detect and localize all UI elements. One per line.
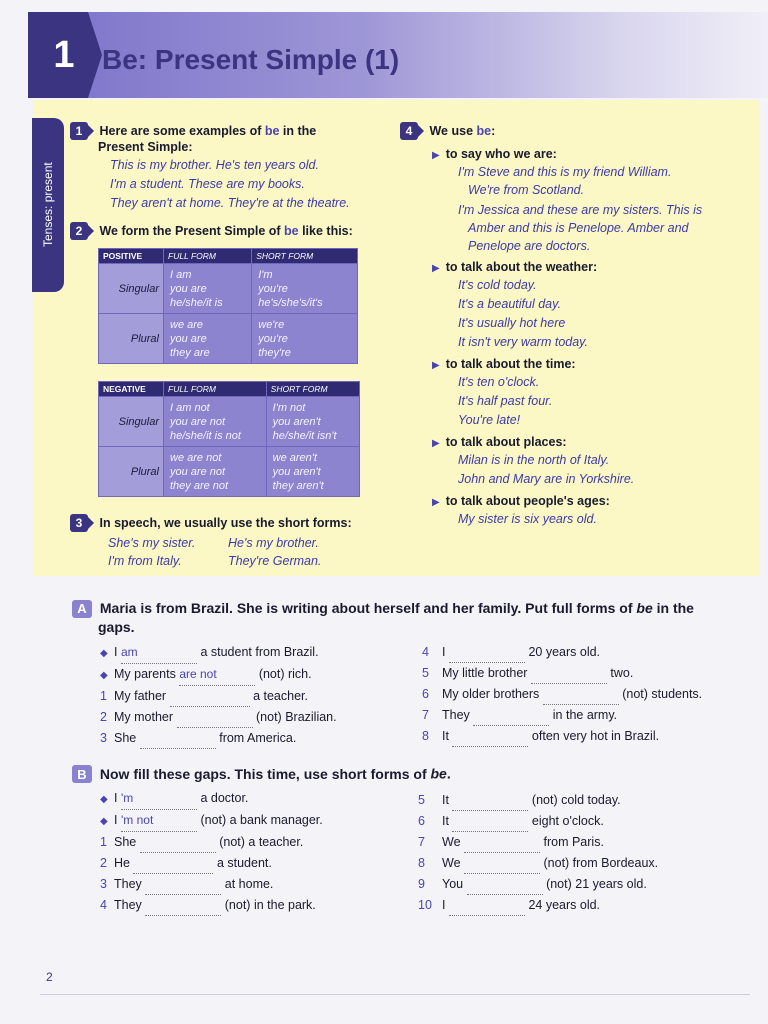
answer-gap[interactable] [145, 915, 221, 916]
section-2-be: be [284, 224, 299, 238]
table-cell [266, 397, 359, 447]
example-line: I'm Steve and this is my friend William. [458, 165, 672, 179]
table-header: SHORT FORM [266, 382, 359, 397]
exercise-b-text: Now fill these gaps. This time, use short forms of [99, 765, 431, 782]
use-label [432, 260, 730, 274]
item-text: I [114, 791, 118, 805]
item-number: 4 [100, 898, 107, 912]
use-label-text: to talk about the weather: [445, 260, 598, 274]
answer-gap[interactable] [452, 746, 528, 747]
play-arrow-icon: ▶ [432, 263, 440, 274]
example-line: It's half past four. [458, 394, 553, 408]
section-1-badge: 1 [70, 122, 88, 140]
example-line: It isn't very warm today. [458, 335, 588, 349]
example-line: They aren't at home. They're at the theatre. [110, 196, 350, 210]
section-1-intro-text: Here are some examples of [99, 124, 265, 138]
example-line: It's cold today. [458, 278, 537, 292]
item-number: 5 [418, 793, 425, 807]
answer-gap[interactable] [121, 642, 197, 664]
answer-gap[interactable] [449, 915, 525, 916]
exercise-item [100, 832, 323, 853]
exercise-b-right-column [418, 790, 658, 916]
example-line: It's ten o'clock. [458, 375, 540, 389]
section-side-tab-label: Tenses: present [41, 162, 55, 248]
item-text: They [114, 877, 142, 891]
example-line: I'm a student. These are my books. [110, 177, 305, 191]
exercise-item [100, 810, 323, 832]
item-number: 5 [422, 666, 429, 680]
item-text: They [114, 898, 142, 912]
item-number: 7 [422, 708, 429, 722]
use-label-text: to talk about people's ages: [445, 494, 610, 508]
form-line: you're [258, 332, 288, 345]
section-4 [400, 122, 730, 529]
example-line: Penelope are doctors. [468, 239, 591, 253]
item-text: (not) rich. [258, 667, 312, 681]
exercise-item [100, 788, 323, 810]
form-line: you are [170, 282, 207, 295]
exercise-a-label: A [72, 600, 92, 618]
item-text: a teacher. [253, 689, 308, 703]
item-text: It [442, 793, 449, 807]
example-diamond-icon: ◆ [100, 794, 108, 805]
example-diamond-icon: ◆ [100, 670, 108, 681]
item-number: 2 [100, 710, 107, 724]
section-1-be: be [264, 124, 280, 138]
item-text: (not) cold today. [531, 793, 621, 807]
exercise-item [100, 728, 337, 749]
item-text: He [114, 856, 130, 870]
example-line: Amber and this is Penelope. Amber and [468, 221, 689, 235]
exercise-b-instruction [72, 765, 451, 783]
form-line: you are [170, 332, 207, 345]
item-text: (not) 21 years old. [546, 877, 647, 891]
exercise-b-text-2: . [446, 765, 451, 782]
table-cell [252, 314, 358, 364]
item-number: 8 [418, 856, 425, 870]
exercise-a-text-3: gaps. [98, 619, 135, 635]
section-3-badge: 3 [70, 514, 88, 532]
table-header: FULL FORM [164, 382, 267, 397]
item-text: (not) in the park. [224, 898, 316, 912]
item-number: 1 [100, 835, 107, 849]
table-header: FULL FORM [164, 249, 252, 264]
table-header: SHORT FORM [252, 249, 358, 264]
exercise-item [422, 684, 702, 705]
row-label: Singular [99, 397, 164, 447]
item-text: at home. [224, 877, 274, 891]
item-text: She [114, 731, 137, 745]
use-label-text: to talk about the time: [445, 357, 576, 371]
section-4-badge: 4 [400, 122, 418, 140]
section-4-intro-text-2: : [491, 124, 496, 138]
item-text: two. [610, 666, 634, 680]
example-line: Milan is in the north of Italy. [458, 453, 610, 467]
item-text: She [114, 835, 137, 849]
example-line: I'm from Italy. [108, 554, 182, 568]
example-diamond-icon: ◆ [100, 816, 108, 827]
item-text: 24 years old. [528, 898, 601, 912]
form-line: they aren't [272, 479, 324, 492]
form-line: they're [258, 346, 291, 359]
item-text: (not) Brazilian. [256, 710, 337, 724]
section-2-intro-text: We form the Present Simple of [99, 224, 285, 238]
exercise-item [418, 895, 658, 916]
item-text: You [442, 877, 464, 891]
answer-gap[interactable] [121, 788, 197, 810]
form-line: you are not [170, 465, 226, 478]
item-number: 7 [418, 835, 425, 849]
play-arrow-icon: ▶ [432, 360, 440, 371]
form-line: I am [170, 268, 192, 281]
unit-number: 1 [53, 33, 75, 76]
item-text: (not) a teacher. [219, 835, 304, 849]
item-text: a student. [216, 856, 272, 870]
row-label: Plural [99, 314, 164, 364]
exercise-item [418, 853, 658, 874]
use-label [432, 494, 730, 508]
form-line: we're [258, 318, 285, 331]
example-line: She's my sister. [108, 536, 196, 550]
use-label-text: to say who we are: [445, 147, 557, 161]
item-number: 6 [422, 687, 429, 701]
item-text: My parents [114, 667, 176, 681]
answer-text: 'm not [120, 813, 154, 827]
item-number: 3 [100, 877, 107, 891]
item-text: We [442, 856, 461, 870]
item-number: 3 [100, 731, 107, 745]
use-label-text: to talk about places: [445, 435, 567, 449]
item-text: from Paris. [543, 835, 604, 849]
item-text: My little brother [442, 666, 528, 680]
answer-gap[interactable] [121, 810, 197, 832]
section-1-intro-text-2: in the [279, 124, 317, 138]
form-line: I am not [170, 401, 210, 414]
item-text: often very hot in Brazil. [531, 729, 660, 743]
item-number: 2 [100, 856, 107, 870]
item-text: My mother [114, 710, 174, 724]
exercise-a-text: Maria is from Brazil. She is writing about herself and her family. Put full forms of [99, 600, 637, 616]
exercise-a-be: be [636, 600, 653, 616]
play-arrow-icon: ▶ [432, 438, 440, 449]
table-cell [252, 264, 358, 314]
positive-table [98, 248, 358, 364]
table-cell [164, 264, 252, 314]
item-text: I [442, 645, 446, 659]
exercise-b-left-column [100, 788, 323, 916]
play-arrow-icon: ▶ [432, 497, 440, 508]
section-1-intro-line2: Present Simple: [98, 140, 193, 154]
form-line: we are not [170, 451, 222, 464]
answer-text: am [120, 645, 138, 659]
answer-gap[interactable] [179, 664, 255, 686]
item-text: (not) a bank manager. [200, 813, 323, 827]
table-cell [164, 314, 252, 364]
item-number: 9 [418, 877, 425, 891]
section-2-intro [70, 222, 353, 240]
table-header: POSITIVE [99, 249, 164, 264]
item-text: in the army. [552, 708, 618, 722]
answer-text: are not [179, 667, 217, 681]
exercise-b-label: B [72, 765, 92, 783]
form-line: you are not [170, 415, 226, 428]
exercise-item [100, 686, 337, 707]
example-line: John and Mary are in Yorkshire. [458, 472, 635, 486]
form-line: you're [258, 282, 288, 295]
form-line: we aren't [272, 451, 317, 464]
form-line: they are not [170, 479, 229, 492]
exercise-item [422, 705, 702, 726]
item-text: (not) from Bordeaux. [543, 856, 659, 870]
item-text: They [442, 708, 470, 722]
item-text: It [442, 814, 449, 828]
play-arrow-icon: ▶ [432, 150, 440, 161]
form-line: you aren't [272, 415, 321, 428]
section-1-intro [70, 122, 390, 140]
example-line: It's a beautiful day. [458, 297, 561, 311]
exercise-item [100, 642, 337, 664]
section-2-intro-text-2: like this: [298, 224, 353, 238]
section-3 [70, 514, 352, 576]
example-line: My sister is six years old. [458, 512, 597, 526]
form-line: he's/she's/it's [258, 296, 323, 309]
example-diamond-icon: ◆ [100, 648, 108, 659]
table-header: NEGATIVE [99, 382, 164, 397]
exercise-item [100, 874, 323, 895]
item-text: a doctor. [200, 791, 249, 805]
item-text: My older brothers [442, 687, 540, 701]
item-number: 8 [422, 729, 429, 743]
section-3-intro-text: In speech, we usually use the short forms: [99, 516, 352, 530]
example-line: I'm Jessica and these are my sisters. This is [458, 203, 703, 217]
exercise-b-be: be [430, 765, 447, 782]
exercise-a-instruction [72, 599, 712, 636]
section-4-intro-text: We use [429, 124, 477, 138]
item-text: My father [114, 689, 167, 703]
item-text: I [114, 813, 118, 827]
exercise-item [100, 895, 323, 916]
form-line: he/she/it is [170, 296, 223, 309]
item-text: I [114, 645, 118, 659]
table-cell [164, 397, 267, 447]
table-cell [266, 447, 359, 497]
item-text: from America. [219, 731, 297, 745]
form-line: we are [170, 318, 204, 331]
item-number: 4 [422, 645, 429, 659]
item-text: We [442, 835, 461, 849]
item-text: 20 years old. [528, 645, 601, 659]
use-label [432, 147, 730, 161]
item-text: (not) students. [622, 687, 703, 701]
answer-text: 'm [120, 791, 134, 805]
exercise-a-left-column [100, 642, 337, 749]
exercise-item [418, 832, 658, 853]
form-line: I'm not [272, 401, 306, 414]
example-line: This is my brother. He's ten years old. [110, 158, 319, 172]
item-text: eight o'clock. [531, 814, 604, 828]
form-line: you aren't [272, 465, 321, 478]
item-text: It [442, 729, 449, 743]
use-label [432, 357, 730, 371]
row-label: Plural [99, 447, 164, 497]
item-number: 6 [418, 814, 425, 828]
exercise-a-right-column [422, 642, 702, 747]
example-line: You're late! [458, 413, 521, 427]
exercise-item [418, 811, 658, 832]
section-2-badge: 2 [70, 222, 88, 240]
section-3-intro [70, 514, 352, 532]
unit-title: Be: Present Simple (1) [102, 44, 400, 75]
item-number: 1 [100, 689, 107, 703]
item-text: I [442, 898, 446, 912]
exercise-item [422, 663, 702, 684]
exercise-item [100, 853, 323, 874]
item-text: a student from Brazil. [200, 645, 319, 659]
example-line: We're from Scotland. [468, 183, 585, 197]
answer-gap[interactable] [140, 748, 216, 749]
section-1 [70, 122, 390, 213]
form-line: they are [170, 346, 210, 359]
use-label [432, 435, 730, 449]
exercise-item [100, 664, 337, 686]
exercise-item [422, 642, 702, 663]
form-line: he/she/it isn't [272, 429, 337, 442]
example-line: He's my brother. [228, 536, 319, 550]
item-number: 10 [418, 898, 432, 912]
exercise-item [422, 726, 702, 747]
footer-divider [40, 994, 750, 995]
exercise-item [418, 874, 658, 895]
page-number: 2 [46, 970, 53, 984]
form-line: he/she/it is not [170, 429, 241, 442]
example-line: They're German. [228, 554, 322, 568]
negative-table [98, 381, 360, 497]
section-4-intro [400, 122, 730, 140]
section-4-be: be [476, 124, 492, 138]
table-cell [164, 447, 267, 497]
exercise-item [418, 790, 658, 811]
exercise-item [100, 707, 337, 728]
row-label: Singular [99, 264, 164, 314]
exercise-a-text-2: in the [652, 600, 694, 616]
example-line: It's usually hot here [458, 316, 566, 330]
form-line: I'm [258, 268, 273, 281]
